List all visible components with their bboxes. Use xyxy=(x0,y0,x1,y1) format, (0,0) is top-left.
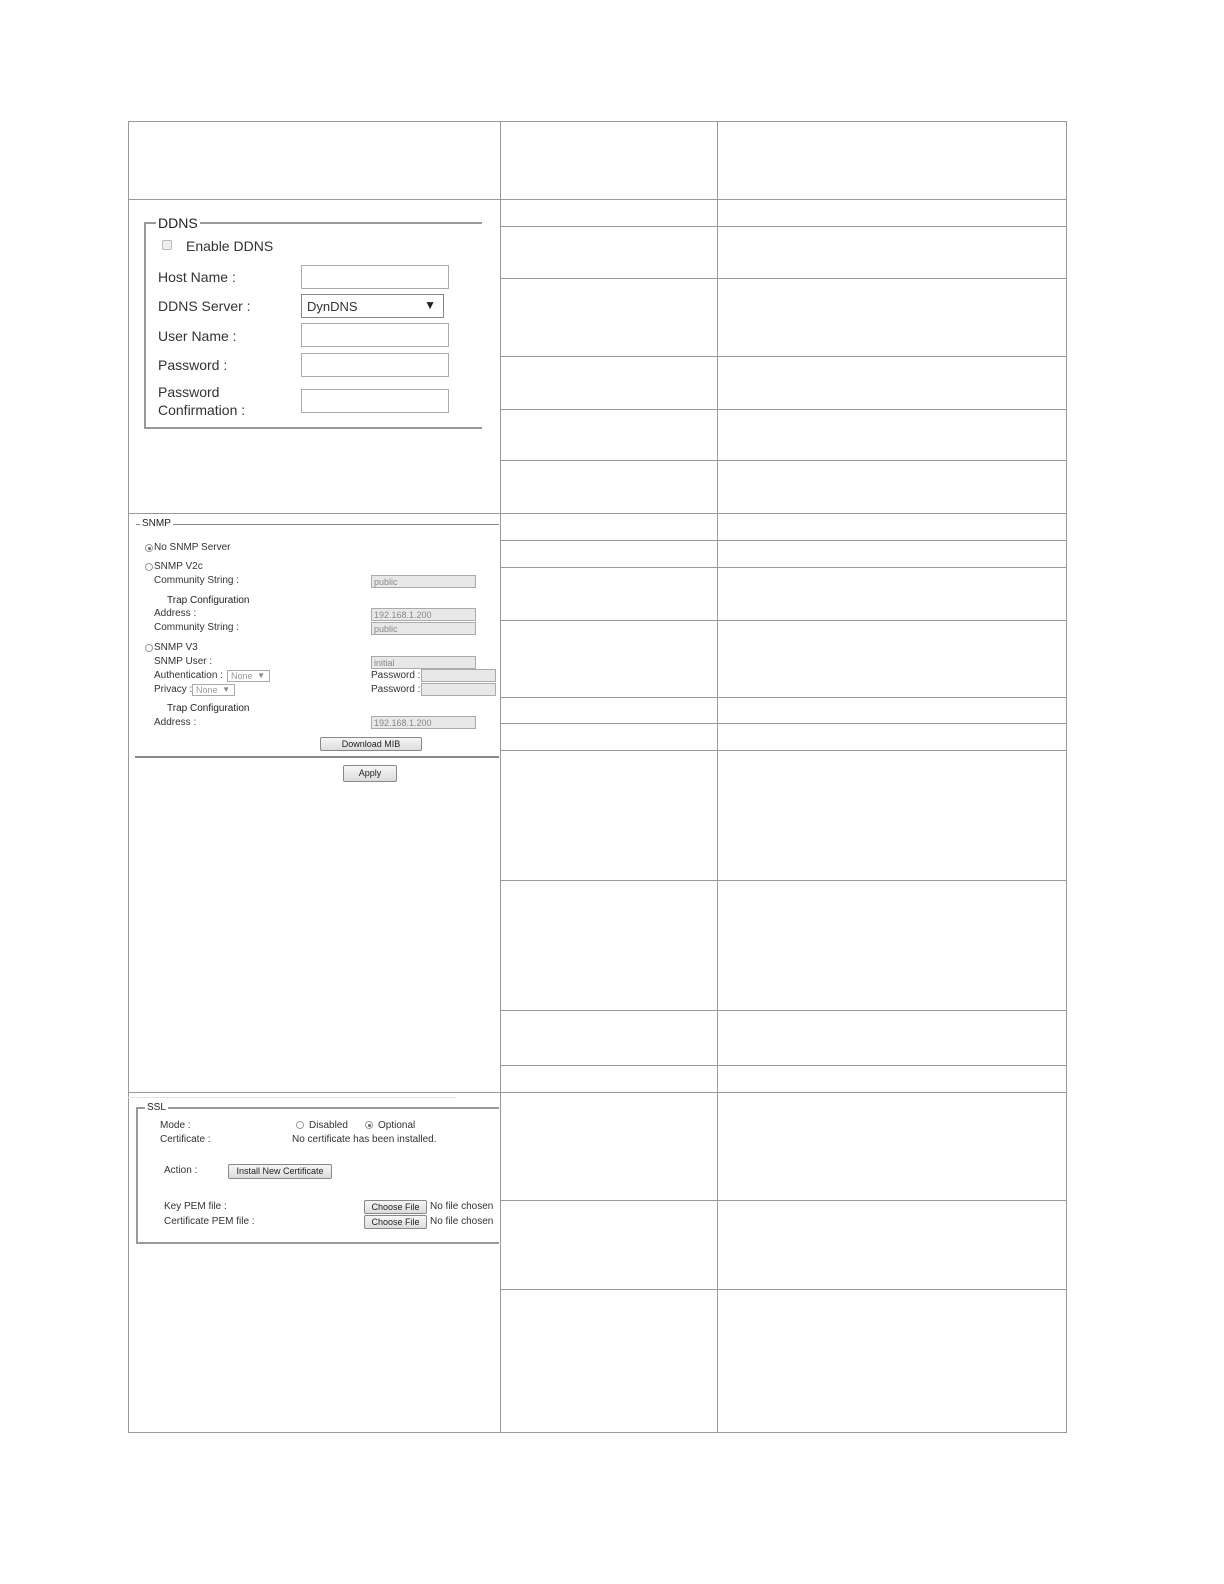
certificate-label: Certificate : xyxy=(160,1134,211,1145)
authentication-label: Authentication : xyxy=(154,670,223,681)
snmp-v3-radio[interactable] xyxy=(145,644,153,652)
host-name-label: Host Name : xyxy=(158,269,236,285)
privacy-select[interactable] xyxy=(192,684,235,696)
certificate-pem-file-label: Certificate PEM file : xyxy=(164,1216,255,1227)
v3-trap-configuration-heading: Trap Configuration xyxy=(167,703,250,714)
snmp-v2c-label: SNMP V2c xyxy=(154,561,203,572)
snmp-v2c-radio[interactable] xyxy=(145,563,153,571)
chevron-down-icon: ▼ xyxy=(257,671,265,680)
password-confirmation-input[interactable] xyxy=(301,389,449,413)
privacy-value: None xyxy=(196,685,218,695)
table-column-divider xyxy=(717,121,718,1433)
no-snmp-server-radio[interactable] xyxy=(145,544,153,552)
table-row-divider xyxy=(500,620,1067,621)
table-row-divider xyxy=(500,880,1067,881)
community-string-input[interactable]: public xyxy=(371,575,476,588)
table-row-divider xyxy=(500,1065,1067,1066)
ddns-server-value: DynDNS xyxy=(307,299,358,314)
table-row-divider xyxy=(128,513,1067,514)
v3-trap-address-label: Address : xyxy=(154,717,197,728)
snmp-fieldset-bottom xyxy=(135,756,499,758)
table-column-divider xyxy=(500,121,501,1433)
table-row-divider xyxy=(500,750,1067,751)
trap-address-label: Address : xyxy=(154,608,197,619)
table-row-divider xyxy=(500,409,1067,410)
password-confirmation-label-line2: Confirmation : xyxy=(158,402,246,418)
table-row-divider xyxy=(500,540,1067,541)
table-row-divider xyxy=(500,567,1067,568)
password-confirmation-label-line1: Password xyxy=(158,384,220,400)
community-string-label: Community String : xyxy=(154,575,240,586)
table-row-divider xyxy=(500,723,1067,724)
ddns-server-select[interactable] xyxy=(301,294,444,318)
privacy-password-label: Password : xyxy=(371,684,421,695)
ddns-legend: DDNS xyxy=(158,215,198,231)
install-new-certificate-button[interactable]: Install New Certificate xyxy=(228,1164,332,1179)
table-row-divider xyxy=(500,226,1067,227)
ssl-legend: SSL xyxy=(147,1102,166,1113)
ssl-mode-optional-radio[interactable] xyxy=(365,1121,373,1129)
table-row-divider xyxy=(500,697,1067,698)
certificate-pem-file-status: No file chosen xyxy=(430,1216,494,1227)
v3-trap-address-input[interactable]: 192.168.1.200 xyxy=(371,716,476,729)
user-name-label: User Name : xyxy=(158,328,237,344)
download-mib-button[interactable]: Download MIB xyxy=(320,737,422,751)
table-row-divider xyxy=(500,1200,1067,1201)
no-snmp-server-label: No SNMP Server xyxy=(154,542,231,553)
auth-password-input[interactable] xyxy=(421,669,496,682)
chevron-down-icon: ▼ xyxy=(424,298,436,312)
trap-configuration-heading: Trap Configuration xyxy=(167,595,250,606)
ssl-mode-label: Mode : xyxy=(160,1120,191,1131)
table-row-divider xyxy=(500,1289,1067,1290)
action-label: Action : xyxy=(164,1165,198,1176)
key-pem-file-status: No file chosen xyxy=(430,1201,494,1212)
table-row-divider xyxy=(128,1092,1067,1093)
table-row-divider xyxy=(500,278,1067,279)
certificate-pem-choose-file-button[interactable]: Choose File xyxy=(364,1215,427,1229)
snmp-fieldset-top xyxy=(136,524,499,525)
auth-password-label: Password : xyxy=(371,670,421,681)
separator-line xyxy=(128,1097,456,1098)
trap-community-string-label: Community String : xyxy=(154,622,240,633)
host-name-input[interactable] xyxy=(301,265,449,289)
table-row-divider xyxy=(500,1010,1067,1011)
ssl-mode-disabled-label: Disabled xyxy=(309,1120,348,1131)
enable-ddns-label: Enable DDNS xyxy=(186,238,274,254)
snmp-legend: SNMP xyxy=(142,518,171,529)
ssl-mode-optional-label: Optional xyxy=(378,1120,416,1131)
table-row-divider xyxy=(500,356,1067,357)
key-pem-file-label: Key PEM file : xyxy=(164,1201,227,1212)
snmp-user-input[interactable]: initial xyxy=(371,656,476,669)
table-row-divider xyxy=(128,199,1067,200)
ddns-server-label: DDNS Server : xyxy=(158,298,251,314)
authentication-select[interactable] xyxy=(227,670,270,682)
snmp-user-label: SNMP User : xyxy=(154,656,213,667)
chevron-down-icon: ▼ xyxy=(222,685,230,694)
privacy-password-input[interactable] xyxy=(421,683,496,696)
key-pem-choose-file-button[interactable]: Choose File xyxy=(364,1200,427,1214)
enable-ddns-checkbox[interactable] xyxy=(162,240,172,250)
ssl-mode-disabled-radio[interactable] xyxy=(296,1121,304,1129)
password-label: Password : xyxy=(158,357,228,373)
authentication-value: None xyxy=(231,671,253,681)
password-input[interactable] xyxy=(301,353,449,377)
table-row-divider xyxy=(500,460,1067,461)
snmp-v3-label: SNMP V3 xyxy=(154,642,198,653)
trap-address-input[interactable]: 192.168.1.200 xyxy=(371,608,476,621)
trap-community-string-input[interactable]: public xyxy=(371,622,476,635)
privacy-label: Privacy : xyxy=(154,684,193,695)
certificate-status: No certificate has been installed. xyxy=(292,1134,437,1145)
user-name-input[interactable] xyxy=(301,323,449,347)
apply-button[interactable]: Apply xyxy=(343,765,397,782)
